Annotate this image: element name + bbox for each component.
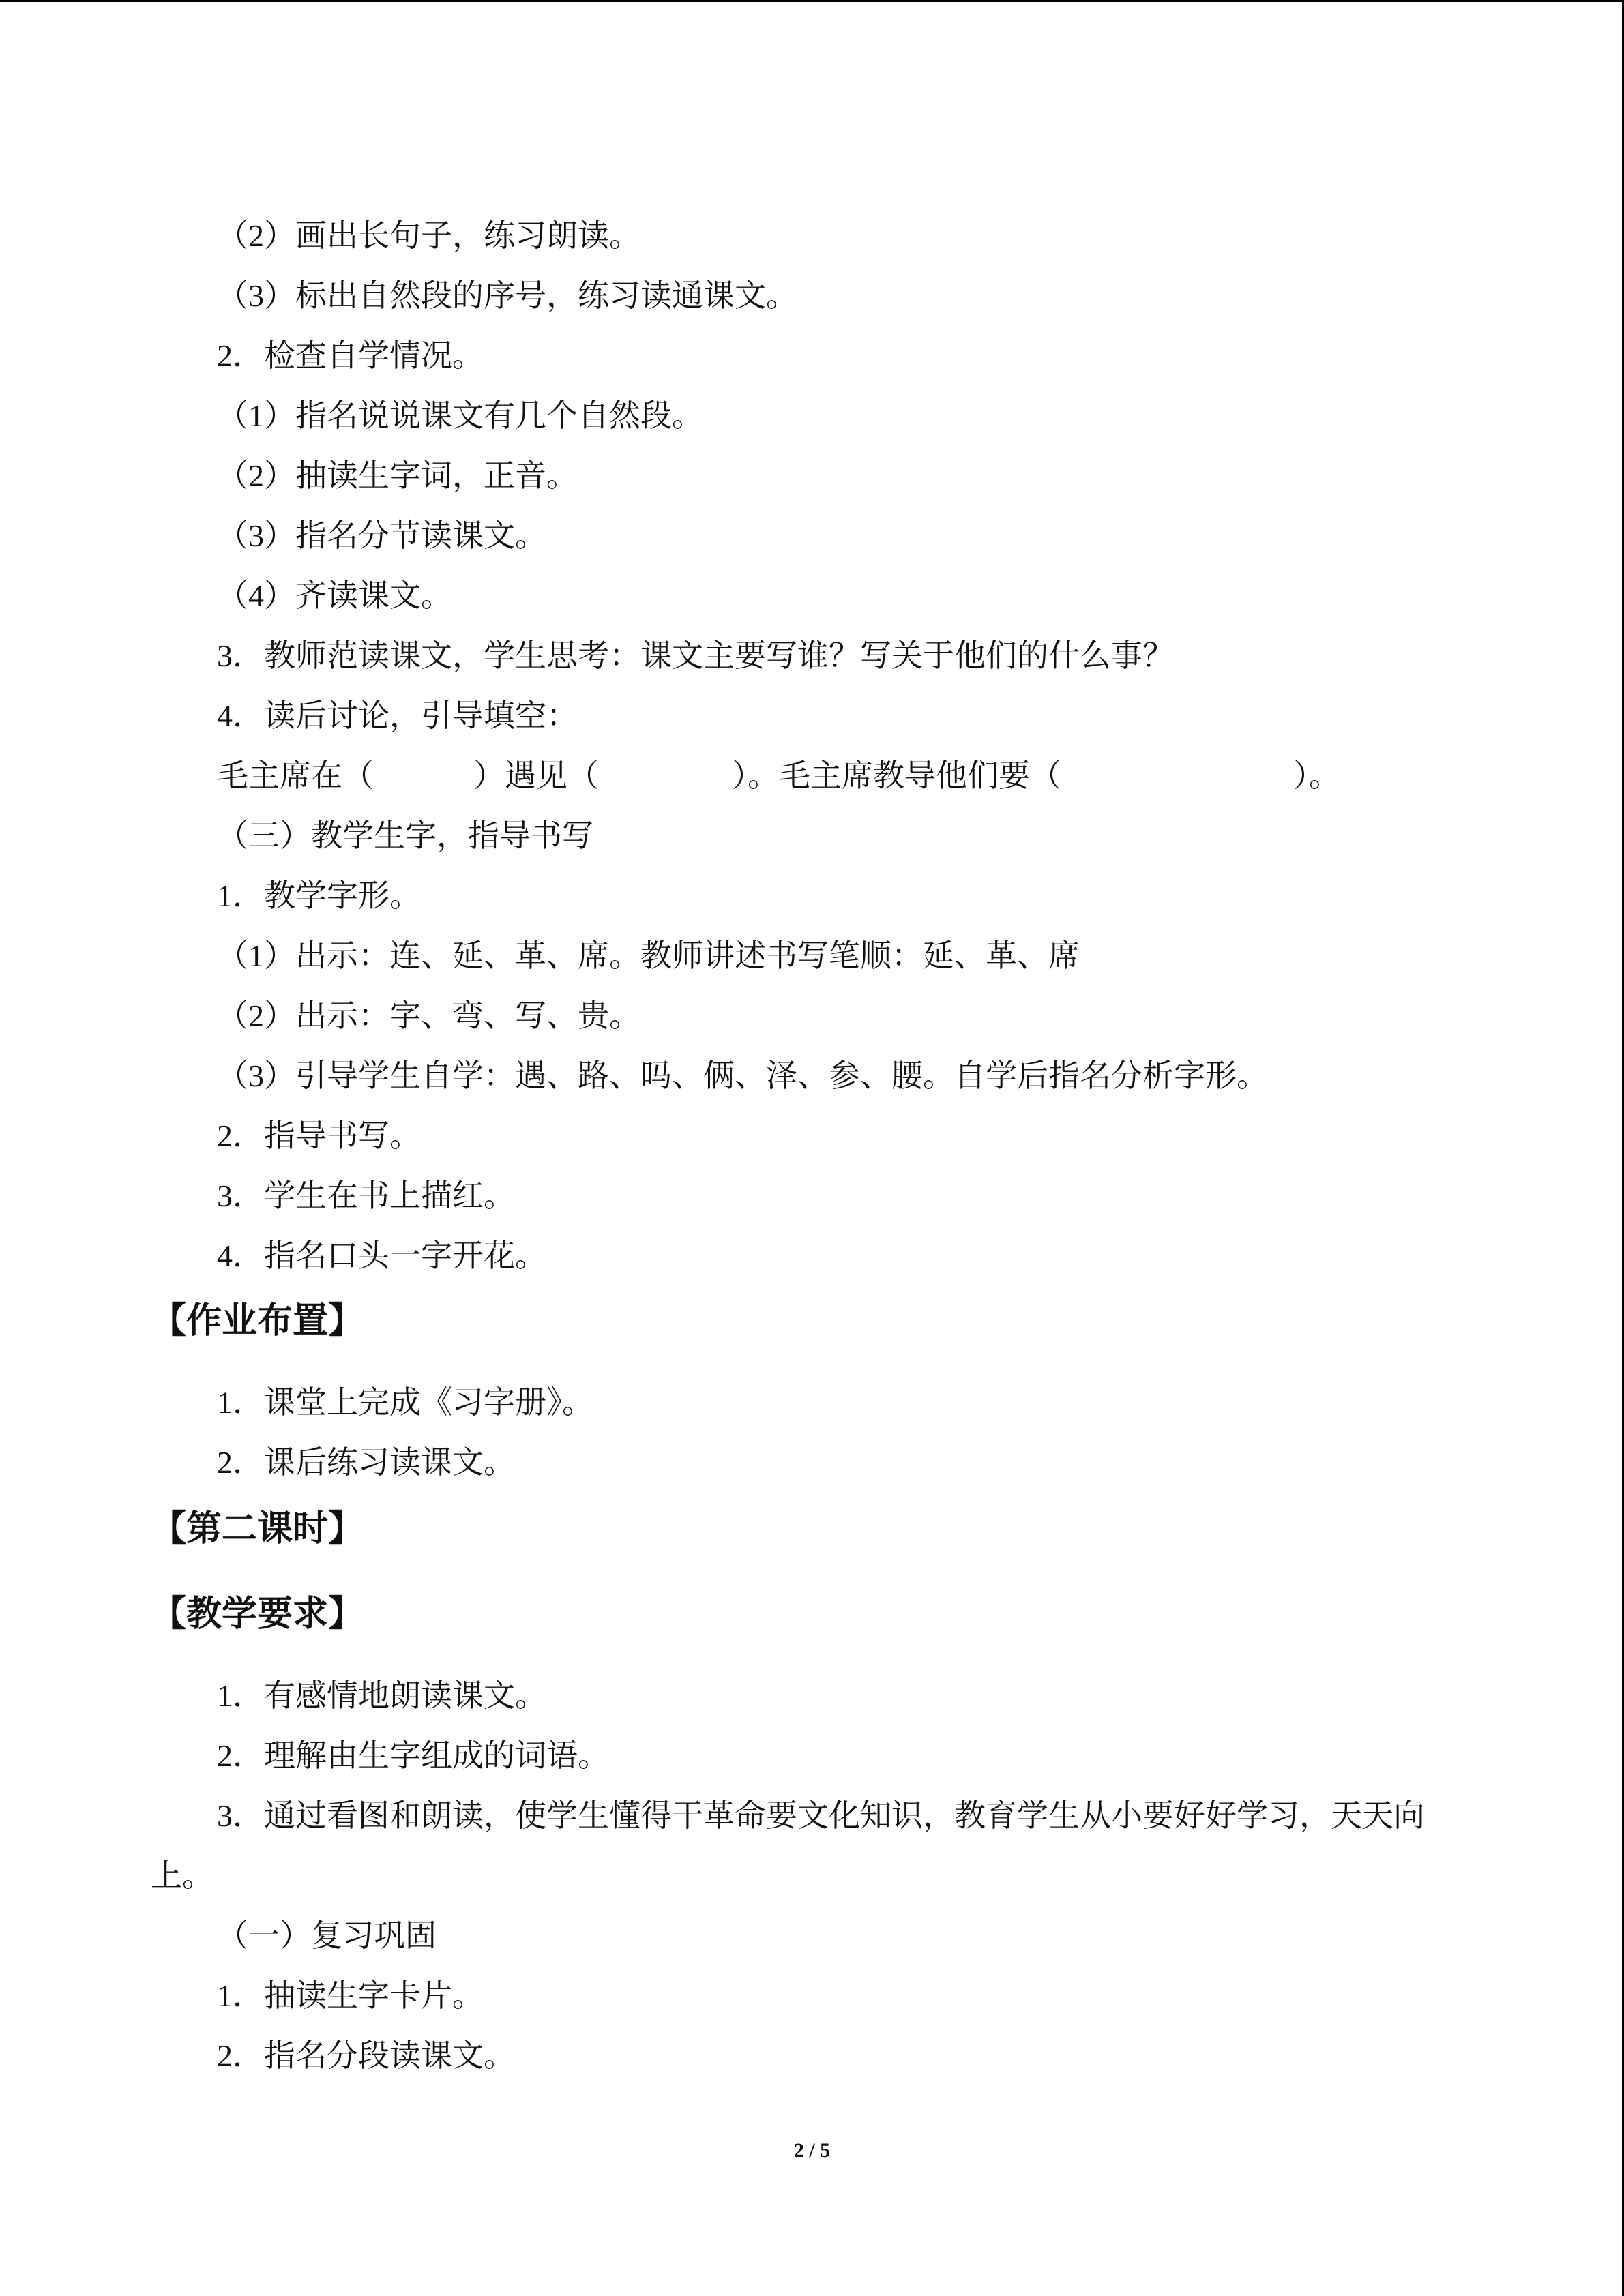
step-item: （1）指名说说课文有几个自然段。 <box>217 398 703 433</box>
subsection-title: （一）复习巩固 <box>217 1918 437 1953</box>
page-number: 2 / 5 <box>793 2139 831 2162</box>
step-item: 2．指导书写。 <box>217 1118 421 1153</box>
step-item: 4．指名口头一字开花。 <box>217 1238 546 1273</box>
step-item: （2）出示：字、弯、写、贵。 <box>217 998 640 1033</box>
subsection-title: （三）教学生字，指导书写 <box>217 818 593 853</box>
step-item: 2．检查自学情况。 <box>217 338 484 373</box>
step-item: 1．教学字形。 <box>217 878 421 913</box>
second-period-heading: 【第二课时】 <box>151 1508 364 1549</box>
requirement-item: 2．理解由生字组成的词语。 <box>217 1738 609 1773</box>
fill-in-segment: ）遇见（ <box>473 758 599 793</box>
requirement-item: 3．通过看图和朗读，使学生懂得干革命要文化知识，教育学生从小要好好学习，天天向 <box>217 1798 1425 1833</box>
step-item: 3．学生在书上描红。 <box>217 1178 515 1213</box>
step-item: 2．指名分段读课文。 <box>217 2038 515 2073</box>
blank-space <box>599 760 732 792</box>
step-item: （1）出示：连、延、革、席。教师讲述书写笔顺：延、革、席 <box>217 938 1080 973</box>
step-item: （3）引导学生自学：遇、路、吗、俩、泽、参、腰。自学后指名分析字形。 <box>217 1058 1268 1093</box>
fill-in-blank-sentence <box>217 760 1340 792</box>
fill-in-segment: 毛主席在（ <box>217 758 374 793</box>
homework-heading: 【作业布置】 <box>151 1300 364 1341</box>
homework-item: 2．课后练习读课文。 <box>217 1445 515 1480</box>
fill-in-segment: ）。毛主席教导他们要（ <box>732 758 1061 793</box>
step-item: （2）抽读生字词，正音。 <box>217 458 578 493</box>
step-item: 3．教师范读课文，学生思考：课文主要写谁？写关于他们的什么事？ <box>217 638 1174 673</box>
step-item: 1．抽读生字卡片。 <box>217 1978 484 2013</box>
blank-space <box>1061 760 1293 792</box>
step-item: （3）指名分节读课文。 <box>217 518 546 553</box>
step-item: （2）画出长句子，练习朗读。 <box>217 218 640 253</box>
requirement-item-continuation: 上。 <box>151 1858 213 1893</box>
requirement-item: 1．有感情地朗读课文。 <box>217 1678 546 1713</box>
fill-in-segment: ）。 <box>1293 758 1340 793</box>
step-item: （3）标出自然段的序号，练习读通课文。 <box>217 278 797 313</box>
blank-space <box>374 760 473 792</box>
step-item: （4）齐读课文。 <box>217 578 452 613</box>
step-item: 4．读后讨论，引导填空： <box>217 698 578 733</box>
homework-item: 1．课堂上完成《习字册》。 <box>217 1385 593 1420</box>
requirements-heading: 【教学要求】 <box>151 1594 364 1635</box>
